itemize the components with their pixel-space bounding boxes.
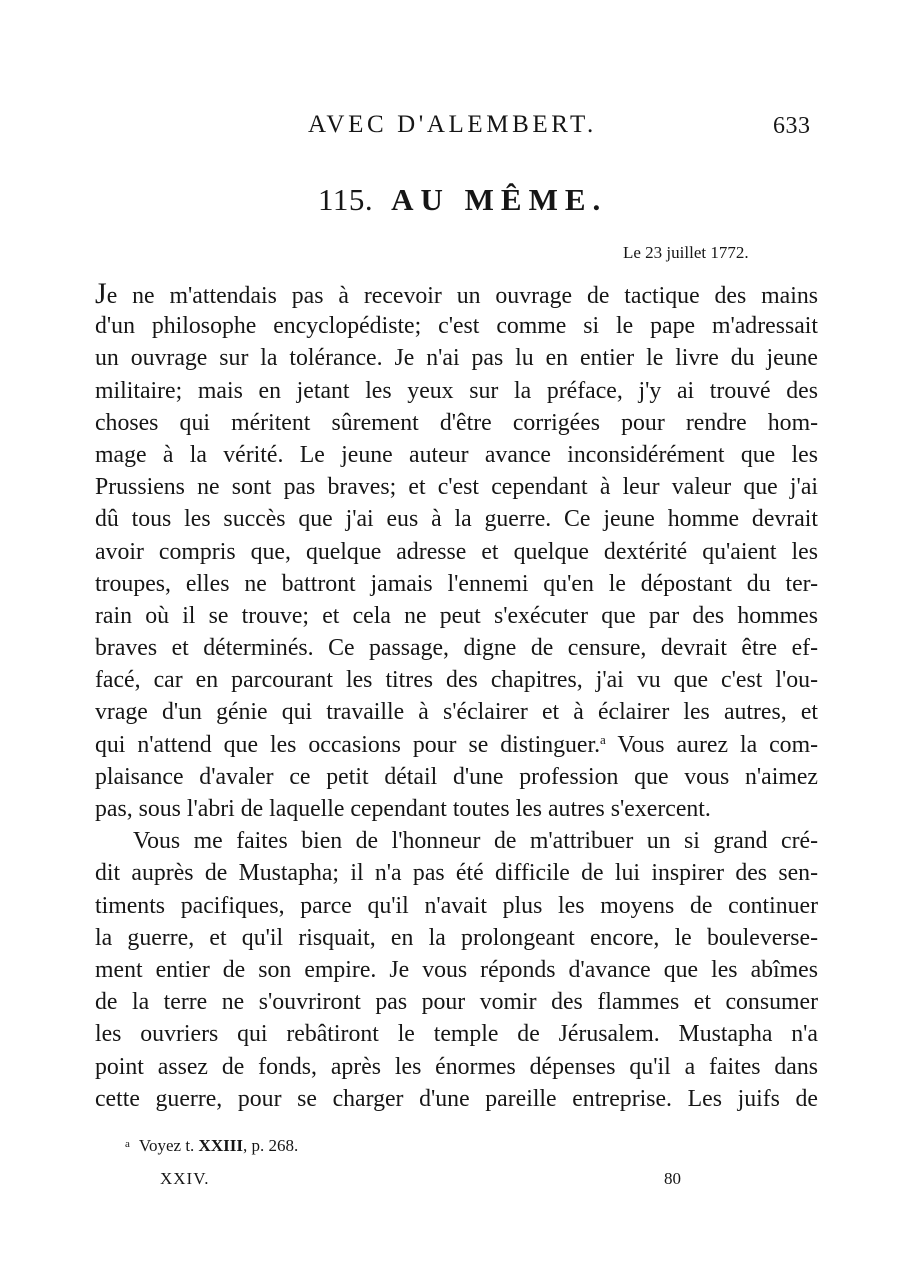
footnote-reference: a: [600, 731, 606, 747]
text-line: braves et déterminés. Ce passage, digne de censure, devrait être ef-: [95, 635, 818, 662]
text-line: [95, 278, 818, 310]
drop-cap: J: [95, 277, 107, 310]
text-line: [95, 729, 818, 761]
text-line: militaire; mais en jetant les yeux sur la préface, j'y ai trouvé des: [95, 377, 818, 404]
letter-heading: [318, 181, 607, 219]
text-line: troupes, elles ne battront jamais l'ennemi qu'en le dépostant du ter-: [95, 570, 818, 597]
text-line: point assez de fonds, après les énormes dépenses qu'il a faites dans: [95, 1053, 818, 1080]
text-line: mage à la vérité. Le jeune auteur avance inconsidérément que les: [95, 441, 818, 468]
text-line-content: e ne m'attendais pas à recevoir un ouvrage de tactique des mains: [106, 283, 818, 309]
text-line: timents pacifiques, parce qu'il n'avait plus les moyens de continuer: [95, 892, 818, 919]
text-line: ment entier de son empire. Je vous réponds d'avance que les abîmes: [95, 956, 818, 983]
text-line: facé, car en parcourant les titres des chapitres, j'ai vu que c'est l'ou-: [95, 667, 818, 694]
text-line: plaisance d'avaler ce petit détail d'une profession que vous n'aimez: [95, 763, 818, 790]
text-line-content: Vous aurez la com-: [605, 731, 818, 758]
text-line: dit auprès de Mustapha; il n'a pas été difficile de lui inspirer des sen-: [95, 860, 818, 887]
text-line: Vous me faites bien de l'honneur de m'attribuer un si grand cré-: [133, 828, 818, 855]
running-title: AVEC D'ALEMBERT.: [308, 111, 597, 138]
text-line: choses qui méritent sûrement d'être corrigées pour rendre hom-: [95, 409, 818, 436]
footnote-text: Voyez t.: [138, 1136, 199, 1155]
text-line: la guerre, et qu'il risquait, en la prolongeant encore, le bouleverse-: [95, 924, 818, 951]
text-line: un ouvrage sur la tolérance. Je n'ai pas lu en entier le livre du jeune: [95, 345, 818, 372]
text-line: Prussiens ne sont pas braves; et c'est cependant à leur valeur que j'ai: [95, 474, 818, 501]
text-line-content: qui n'attend que les occasions pour se distinguer.: [95, 731, 601, 758]
letter-title: AU MÊME.: [391, 182, 608, 217]
text-line: de la terre ne s'ouvriront pas pour vomir des flammes et consumer: [95, 989, 818, 1016]
text-line: rain où il se trouve; et cela ne peut s'exécuter que par des hommes: [95, 602, 818, 629]
text-line: dû tous les succès que j'ai eus à la guerre. Ce jeune homme devrait: [95, 506, 818, 533]
footnote-text: , p. 268.: [242, 1136, 299, 1155]
text-line: d'un philosophe encyclopédiste; c'est comme si le pape m'adressait: [95, 313, 818, 340]
letter-date: Le 23 juillet 1772.: [623, 243, 749, 262]
signature-mark: XXIV.: [160, 1169, 210, 1188]
letter-number: 115.: [318, 182, 374, 217]
sheet-number: 80: [664, 1169, 681, 1188]
text-line: cette guerre, pour se charger d'une pareille entreprise. Les juifs de: [95, 1085, 818, 1112]
text-line: avoir compris que, quelque adresse et quelque dextérité qu'aient les: [95, 538, 818, 565]
text-line: les ouvriers qui rebâtiront le temple de Jérusalem. Mustapha n'a: [95, 1021, 818, 1048]
footnote: [125, 1133, 298, 1157]
footnote-volume: XXIII: [198, 1136, 243, 1155]
text-line: vrage d'un génie qui travaille à s'éclairer et à éclairer les autres, et: [95, 699, 818, 726]
letter-body: [95, 278, 818, 1115]
page-number: 633: [773, 113, 811, 139]
text-line: pas, sous l'abri de laquelle cependant toutes les autres s'exercent.: [95, 796, 711, 822]
footnote-mark: a: [125, 1138, 130, 1150]
